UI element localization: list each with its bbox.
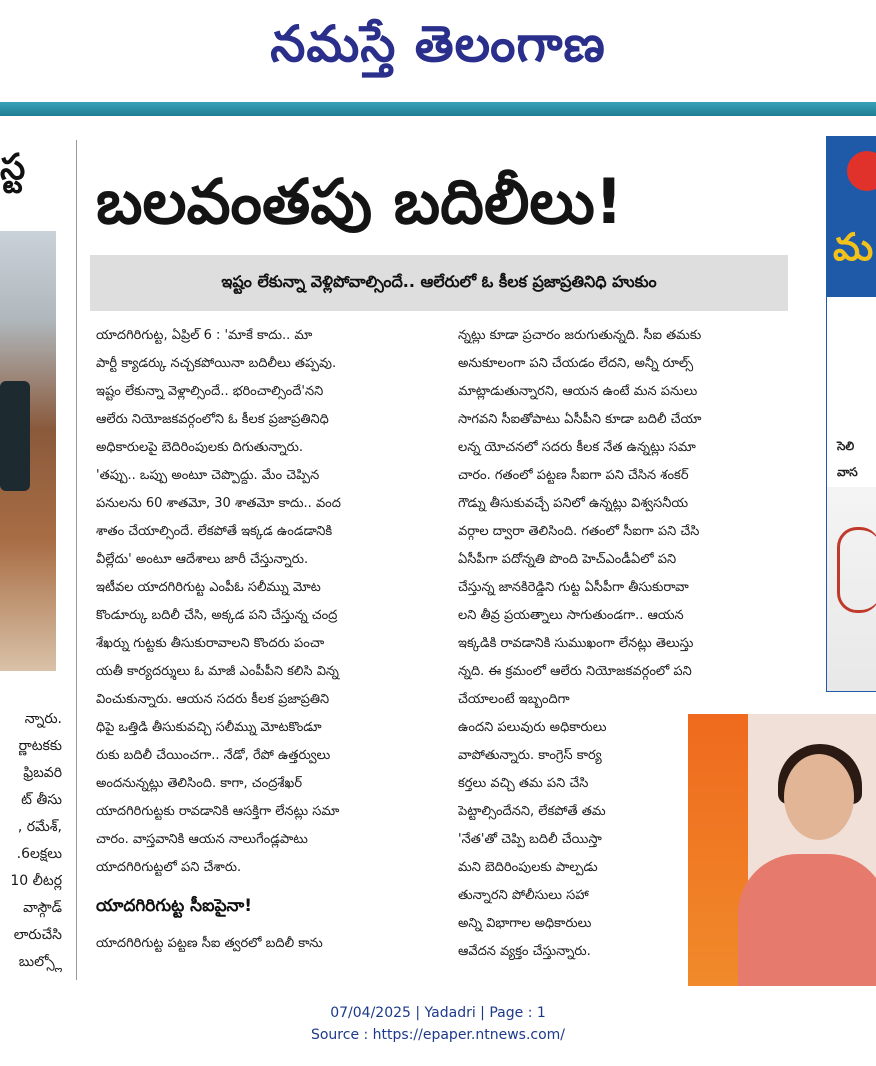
text-line: పెట్టాల్సిందేనని, లేకపోతే తమ	[458, 804, 606, 819]
text-line: గౌడ్ను తీసుకువచ్చే పనిలో ఉన్నట్లు విశ్వసనీయ	[458, 496, 689, 511]
ad-line-1: సెలి	[837, 439, 855, 453]
text-line: లన్న యోచనలో సదరు కీలక నేత ఉన్నట్లు సమా	[458, 440, 696, 455]
text-line: 10 లీటర్ల	[10, 873, 62, 889]
text-line: న్నది. ఈ క్రమంలో ఆలేరు నియోజకవర్గంలో పని	[458, 664, 692, 679]
article-crosshead: యాదగిరిగుట్ట సీఐపైనా!	[96, 896, 252, 916]
text-line: ఆవేదన వ్యక్తం చేస్తున్నారు.	[458, 944, 591, 959]
text-line: ఇష్టం లేకున్నా వెళ్లాల్సిందే.. భరించాల్సిందే'నని	[96, 384, 324, 399]
text-line: అనుకూలంగా పని చేయడం లేదని, అన్నీ రూల్స్	[458, 356, 694, 371]
text-line: , రమేశ్,	[17, 819, 62, 835]
masthead-divider	[0, 102, 876, 116]
text-line: లని తీవ్ర ప్రయత్నాలు సాగుతుండగా.. ఆయన	[458, 608, 684, 623]
text-line: .6లక్షలు	[16, 846, 62, 862]
text-line: వాపోతున్నారు. కాంగ్రెస్ కార్య	[458, 748, 602, 763]
adjacent-article	[0, 116, 62, 986]
text-line: మాట్లాడుతున్నారని, ఆయన ఉంటే మన పనులు	[458, 384, 698, 399]
text-line: 'తప్పు.. ఒప్పు అంటూ చెప్పొద్దు. మేం చెప్పిన	[96, 468, 320, 483]
text-line: పార్టీ క్యాడర్కు నచ్చకపోయినా బదిలీలు తప్పవు.	[96, 356, 337, 371]
text-line: కొండూర్కు బదిలీ చేసి, అక్కడ పని చేస్తున్న చంద్ర	[96, 608, 338, 623]
text-line: న్నట్లు కూడా ప్రచారం జరుగుతున్నది. సీఐ తమకు	[458, 328, 702, 343]
article-headline: బలవంతపు బదిలీలు!	[96, 165, 624, 238]
advertisement-woman	[688, 714, 876, 986]
ad-person-face	[784, 754, 854, 840]
page-footer	[0, 1002, 876, 1046]
text-line: ధిపై ఒత్తిడి తీసుకువచ్చి సలీమ్ను మోటకొండూ	[96, 720, 322, 735]
column-divider	[76, 140, 77, 980]
article-column-1	[96, 322, 446, 882]
text-line: ఉందని పలువురు అధికారులు	[458, 720, 607, 735]
article-column-1-continued	[96, 930, 446, 958]
text-line: ఏసీపీగా పదోన్నతి పొంది హెచ్ఎండీఏలో పని	[458, 552, 677, 567]
stethoscope-icon	[837, 527, 876, 613]
ad-doctor-image	[827, 487, 876, 692]
ad-line-2: వాస	[837, 465, 858, 479]
text-line: ఇక్కడికి రావడానికి సుముఖంగా లేనట్లు తెలుస్తు	[458, 636, 694, 651]
text-line: యాదగిరిగుట్టలో పని చేశారు.	[96, 860, 242, 875]
text-line: చేస్తున్న జానకిరెడ్డిని గుట్ట ఏసీపీగా తీసుకురావా	[458, 580, 689, 595]
text-line: తున్నారని పోలీసులు సహా	[458, 888, 589, 903]
text-line: ర్ణాటకకు	[18, 738, 62, 754]
text-line: వించుకున్నారు. ఆయన సదరు కీలక ప్రజాప్రతిని	[96, 692, 330, 707]
text-line: యాదగిరిగుట్ట పట్టణ సీఐ త్వరలో బదిలీ కాను	[96, 936, 323, 951]
text-line: సాగవని సీఐతోపాటు ఏసీపీని కూడా బదిలీ చేయా	[458, 412, 702, 427]
text-line: వీల్లేదు' అంటూ ఆదేశాలు జారీ చేస్తున్నారు.	[96, 552, 309, 567]
text-line: చారం. వాస్తవానికి ఆయన నాలుగేండ్లపాటు	[96, 832, 308, 847]
text-line: కర్తలు వచ్చి తమ పని చేసి	[458, 776, 589, 791]
text-line: యాదగిరిగుట్టకు రావడానికి ఆసక్తిగా లేనట్లు సమా	[96, 804, 340, 819]
bottle-image	[0, 381, 30, 491]
text-line: యతీ కార్యదర్శులు ఓ మాజీ ఎంపీపీని కలిసి విన్న	[96, 664, 339, 679]
text-line: శేఖర్ను గుట్టకు తీసుకురావాలని కొందరు పంచా	[96, 636, 325, 651]
footer-source: Source : https://epaper.ntnews.com/	[310, 1027, 566, 1043]
adjacent-headline: స్ట	[0, 146, 26, 188]
text-line: అందనున్నట్లు తెలిసింది. కాగా, చంద్రశేఖర్	[96, 776, 303, 791]
text-line: ఫ్రిబవరి	[23, 765, 62, 781]
text-line: పనులను 60 శాతమో, 30 శాతమో కాదు.. వంద	[96, 496, 341, 511]
masthead	[0, 0, 876, 100]
text-line: 'నేత'తో చెప్పి బదిలీ చేయిస్తా	[458, 832, 602, 847]
text-line: శాతం చేయాల్సిందే. లేకపోతే ఇక్కడ ఉండడానికి	[96, 524, 333, 539]
text-line: ట్ తీసు	[21, 792, 62, 808]
text-line: న్నారు.	[24, 711, 62, 727]
footer-edition-info: 07/04/2025 | Yadadri | Page : 1	[330, 1005, 546, 1021]
text-line: అన్ని విభాగాల అధికారులు	[458, 916, 592, 931]
adjacent-photo	[0, 231, 56, 671]
ad-person-body	[738, 854, 876, 986]
text-line: ఇటీవల యాదగిరిగుట్ట ఎంపీఓ సలీమ్ను మోట	[96, 580, 321, 595]
advertisement-hospital	[826, 136, 876, 692]
text-line: మని బెదిరింపులకు పాల్పడు	[458, 860, 598, 875]
article-subheadline: ఇష్టం లేకున్నా వెళ్లిపోవాల్సిందే.. ఆలేరులో ఓ కీలక ప్రజాప్రతినిధి హుకుం	[90, 255, 788, 311]
text-line: చారం. గతంలో పట్టణ సీఐగా పని చేసిన శంకర్	[458, 468, 689, 483]
text-line: రుకు బదిలీ చేయించగా.. నేడో, రేపో ఉత్తర్వులు	[96, 748, 331, 763]
text-line: ఆలేరు నియోజకవర్గంలోని ఓ కీలక ప్రజాప్రతినిధి	[96, 412, 329, 427]
adjacent-body-text	[0, 706, 62, 976]
text-line: బుల్స్లో	[18, 954, 62, 970]
text-line: అధికారులపై బెదిరింపులకు దిగుతున్నారు.	[96, 440, 303, 455]
text-line: వాస్గౌడ్	[23, 900, 62, 916]
text-line: చేయాలంటే ఇబ్బందిగా	[458, 692, 570, 707]
ad-title: మ	[833, 225, 874, 269]
text-line: లారుచేసి	[13, 927, 62, 943]
newspaper-title: నమస్తే తెలంగాణ	[270, 14, 606, 73]
text-line: వర్గాల ద్వారా తెలిసింది. గతంలో సీఐగా పని చేసి	[458, 524, 700, 539]
text-line: యాదగిరిగుట్ట, ఏప్రిల్ 6 : 'మాకే కాదు.. మా	[96, 328, 313, 343]
